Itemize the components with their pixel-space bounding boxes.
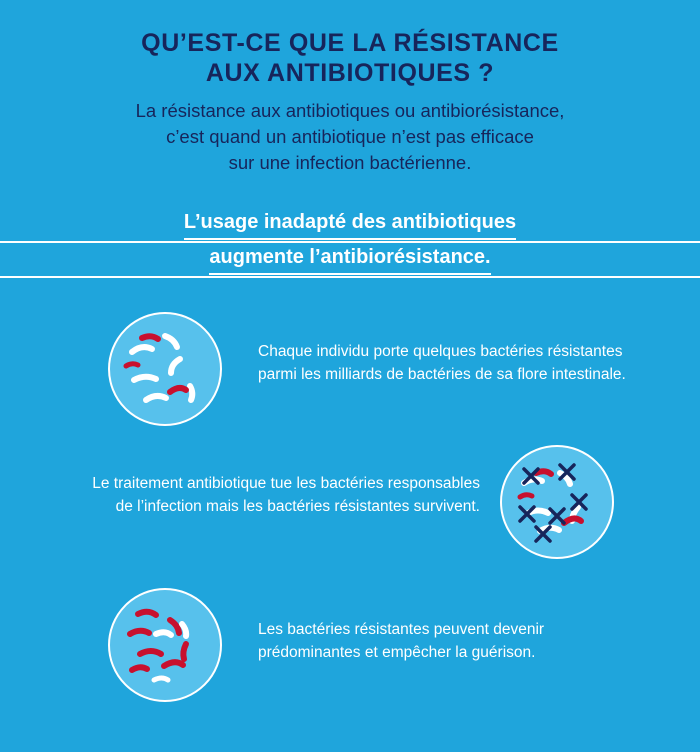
petri-dish-resistant-dominant (108, 588, 222, 702)
bacteria-cluster-1 (110, 314, 220, 424)
step-3-line-2: prédominantes et empêcher la guérison. (258, 644, 536, 661)
bacteria-cluster-3 (110, 590, 220, 700)
step-3-line-1: Les bactéries résistantes peuvent devenir (258, 621, 545, 638)
petri-dish-healthy-flora (108, 312, 222, 426)
page-title (0, 28, 700, 88)
intro-paragraph (0, 98, 700, 176)
key-statement-line-1-text: L’usage inadapté des antibiotiques (184, 208, 516, 240)
step-1-line-2: parmi les milliards de bactéries de sa flore intestinale. (258, 366, 626, 383)
key-statement-line-1 (0, 208, 700, 243)
bacteria-cluster-2 (502, 447, 612, 557)
key-statement-line-2 (0, 243, 700, 278)
page-title-line-2: AUX ANTIBIOTIQUES ? (205, 59, 495, 87)
step-2-line-1: Le traitement antibiotique tue les bactéries responsables (92, 475, 480, 492)
step-2-line-2: de l’infection mais les bactéries résistantes survivent. (115, 498, 480, 515)
step-3-text (258, 618, 628, 664)
key-statement-line-2-text: augmente l’antibiorésistance. (209, 243, 490, 275)
intro-line-3: sur une infection bactérienne. (228, 152, 472, 173)
page-title-line-1: QU’EST-CE QUE LA RÉSISTANCE (141, 29, 559, 57)
step-1-text (258, 340, 628, 386)
intro-line-1: La résistance aux antibiotiques ou antibiorésistance, (135, 100, 565, 121)
petri-dish-treated (500, 445, 614, 559)
step-1-line-1: Chaque individu porte quelques bactéries résistantes (258, 343, 623, 360)
key-statement (0, 208, 700, 278)
step-2-text (70, 472, 480, 518)
intro-line-2: c’est quand un antibiotique n’est pas efficace (166, 126, 534, 147)
